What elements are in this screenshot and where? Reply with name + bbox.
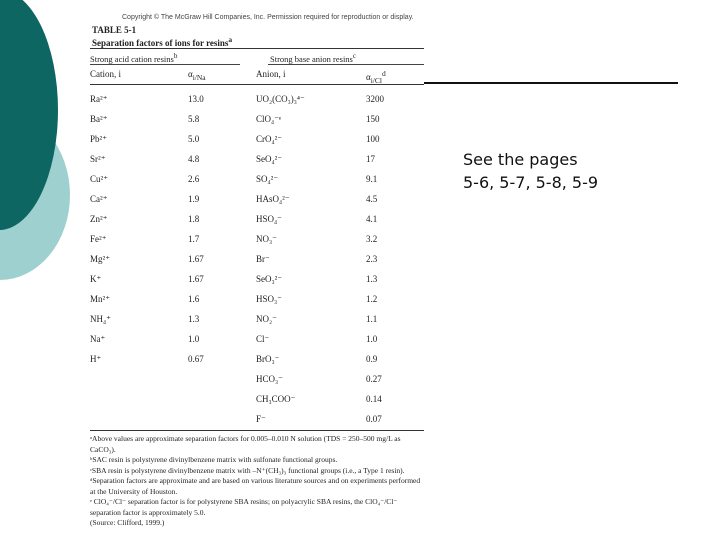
alpha-na-cell: 5.8 <box>188 114 200 124</box>
group1-footnote-mark: b <box>173 52 178 60</box>
alpha-cl-cell: 2.3 <box>366 254 378 264</box>
header-anion: Anion, i <box>256 69 286 79</box>
anion-cell: Br⁻ <box>256 254 270 264</box>
alpha-cl-cell: 1.0 <box>366 334 378 344</box>
anion-cell: NO₂⁻ <box>256 314 277 324</box>
alpha-na-cell: 1.6 <box>188 294 200 304</box>
header-alpha-na-symbol: α <box>188 69 193 79</box>
header-alpha-na-sub: i/Na <box>192 72 206 82</box>
top-rule <box>90 48 424 49</box>
table-row <box>88 154 426 174</box>
table-row <box>88 174 426 194</box>
alpha-cl-cell: 0.9 <box>366 354 378 364</box>
alpha-cl-cell: 1.3 <box>366 274 378 284</box>
footnote-e: ᵉ ClO₄⁻/Cl⁻ separation factor is for polystyrene SBA resins; on polyacrylic SBA resins, the ClO₄⁻/Cl⁻ separation factor is approximately 5.0. <box>90 497 398 517</box>
anion-cell: CrO₄²⁻ <box>256 134 283 144</box>
alpha-na-cell: 13.0 <box>188 94 204 104</box>
alpha-na-cell: 1.67 <box>188 254 204 264</box>
footnotes <box>90 434 424 529</box>
table-row <box>88 334 426 354</box>
group-header-anion-text: Strong base anion resins <box>270 53 353 64</box>
anion-cell: ClO₄⁻ᵉ <box>256 114 282 124</box>
header-alpha-cl-symbol: α <box>366 72 371 82</box>
table-row <box>88 254 426 274</box>
cation-cell: H⁺ <box>90 354 102 364</box>
anion-cell: SeO₄²⁻ <box>256 154 283 164</box>
table-row <box>88 214 426 234</box>
alpha-cl-cell: 0.14 <box>366 394 382 404</box>
header-alpha-cl-sub: i/Cl <box>370 75 382 85</box>
header-cation: Cation, i <box>90 69 121 79</box>
cation-cell: Pb²⁺ <box>90 134 107 144</box>
scanned-table <box>88 10 426 532</box>
anion-cell: SO₄²⁻ <box>256 174 279 184</box>
header-alpha-cl-sup: d <box>381 69 386 78</box>
group-header-anion <box>270 52 356 64</box>
cation-cell: K⁺ <box>90 274 102 284</box>
anion-cell: UO₂(CO₃)₃⁴⁻ <box>256 94 305 104</box>
copyright-notice: Copyright © The McGraw Hill Companies, Inc. Permission required for reproduction or display. <box>122 14 414 21</box>
alpha-cl-cell: 3200 <box>366 94 384 104</box>
group-header-cation-text: Strong acid cation resins <box>90 53 174 64</box>
source-note: (Source: Clifford, 1999.) <box>90 518 165 527</box>
table-row <box>88 354 426 374</box>
alpha-na-cell: 1.67 <box>188 274 204 284</box>
anion-cell: SeO₃²⁻ <box>256 274 283 284</box>
anion-cell: CH₃COO⁻ <box>256 394 296 404</box>
title-footnote-mark: a <box>228 35 233 44</box>
table-row <box>88 294 426 314</box>
footnote-a: ᵃAbove values are approximate separation factors for 0.005–0.010 N solution (TDS = 250–500 mg/L as CaCO₃). <box>90 434 401 454</box>
anion-cell: HAsO₄²⁻ <box>256 194 290 204</box>
header-alpha-cl <box>366 69 386 85</box>
note-line-1: See the pages <box>463 150 578 169</box>
cation-cell: Ba²⁺ <box>90 114 108 124</box>
alpha-na-cell: 4.8 <box>188 154 200 164</box>
table-title-text: Separation factors of ions for resins <box>92 38 229 48</box>
anion-cell: F⁻ <box>256 414 266 424</box>
anion-cell: NO₃⁻ <box>256 234 277 244</box>
footnote-d: ᵈSeparation factors are approximate and are based on various literature sources and on experiments performed at the University of Houston. <box>90 476 421 496</box>
table-row <box>88 134 426 154</box>
alpha-cl-cell: 3.2 <box>366 234 378 244</box>
table-row <box>88 234 426 254</box>
table-row <box>88 274 426 294</box>
cation-cell: Cu²⁺ <box>90 174 108 184</box>
alpha-cl-cell: 4.5 <box>366 194 378 204</box>
note-line-2: 5-6, 5-7, 5-8, 5-9 <box>463 173 599 192</box>
alpha-cl-cell: 4.1 <box>366 214 378 224</box>
horizontal-rule <box>424 82 678 84</box>
decorative-circles <box>0 0 90 540</box>
anion-cell: BrO₃⁻ <box>256 354 280 364</box>
alpha-cl-cell: 0.07 <box>366 414 382 424</box>
alpha-cl-cell: 9.1 <box>366 174 378 184</box>
group2-underline <box>268 64 424 65</box>
anion-cell: HCO₃⁻ <box>256 374 283 384</box>
alpha-na-cell: 1.8 <box>188 214 200 224</box>
group1-underline <box>90 64 240 65</box>
cation-cell: NH₄⁺ <box>90 314 111 324</box>
table-row <box>88 374 426 394</box>
alpha-cl-cell: 1.2 <box>366 294 378 304</box>
cation-cell: Mg²⁺ <box>90 254 110 264</box>
alpha-na-cell: 5.0 <box>188 134 200 144</box>
cation-cell: Sr²⁺ <box>90 154 106 164</box>
alpha-na-cell: 1.3 <box>188 314 200 324</box>
bottom-rule <box>90 430 424 431</box>
anion-cell: Cl⁻ <box>256 334 270 344</box>
alpha-cl-cell: 0.27 <box>366 374 382 384</box>
table-row <box>88 394 426 414</box>
footnote-b: ᵇSAC resin is polystyrene divinylbenzene matrix with sulfonate functional groups. <box>90 455 338 464</box>
table-row <box>88 314 426 334</box>
alpha-cl-cell: 17 <box>366 154 375 164</box>
cation-cell: Na⁺ <box>90 334 106 344</box>
alpha-cl-cell: 1.1 <box>366 314 378 324</box>
table-row <box>88 414 426 434</box>
cation-cell: Ra²⁺ <box>90 94 108 104</box>
table-row <box>88 114 426 134</box>
group2-footnote-mark: c <box>352 52 357 60</box>
header-rule <box>90 84 424 85</box>
alpha-na-cell: 1.9 <box>188 194 200 204</box>
cation-cell: Ca²⁺ <box>90 194 108 204</box>
alpha-na-cell: 1.0 <box>188 334 200 344</box>
table-row <box>88 194 426 214</box>
header-alpha-na <box>188 69 206 82</box>
alpha-na-cell: 2.6 <box>188 174 200 184</box>
alpha-na-cell: 0.67 <box>188 354 204 364</box>
alpha-cl-cell: 150 <box>366 114 380 124</box>
table-label: TABLE 5-1 <box>92 25 137 35</box>
cation-cell: Mn²⁺ <box>90 294 110 304</box>
group-header-cation <box>90 52 177 64</box>
cation-cell: Fe²⁺ <box>90 234 107 244</box>
alpha-na-cell: 1.7 <box>188 234 200 244</box>
alpha-cl-cell: 100 <box>366 134 380 144</box>
anion-cell: HSO₃⁻ <box>256 294 282 304</box>
table-title <box>92 35 232 48</box>
see-pages-note <box>463 148 598 194</box>
anion-cell: HSO₄⁻ <box>256 214 282 224</box>
footnote-c: ᶜSBA resin is polystyrene divinylbenzene matrix with –N⁺(CH₃)₃ functional groups (i.e., a Type 1 resin). <box>90 465 405 475</box>
cation-cell: Zn²⁺ <box>90 214 108 224</box>
table-row <box>88 94 426 114</box>
